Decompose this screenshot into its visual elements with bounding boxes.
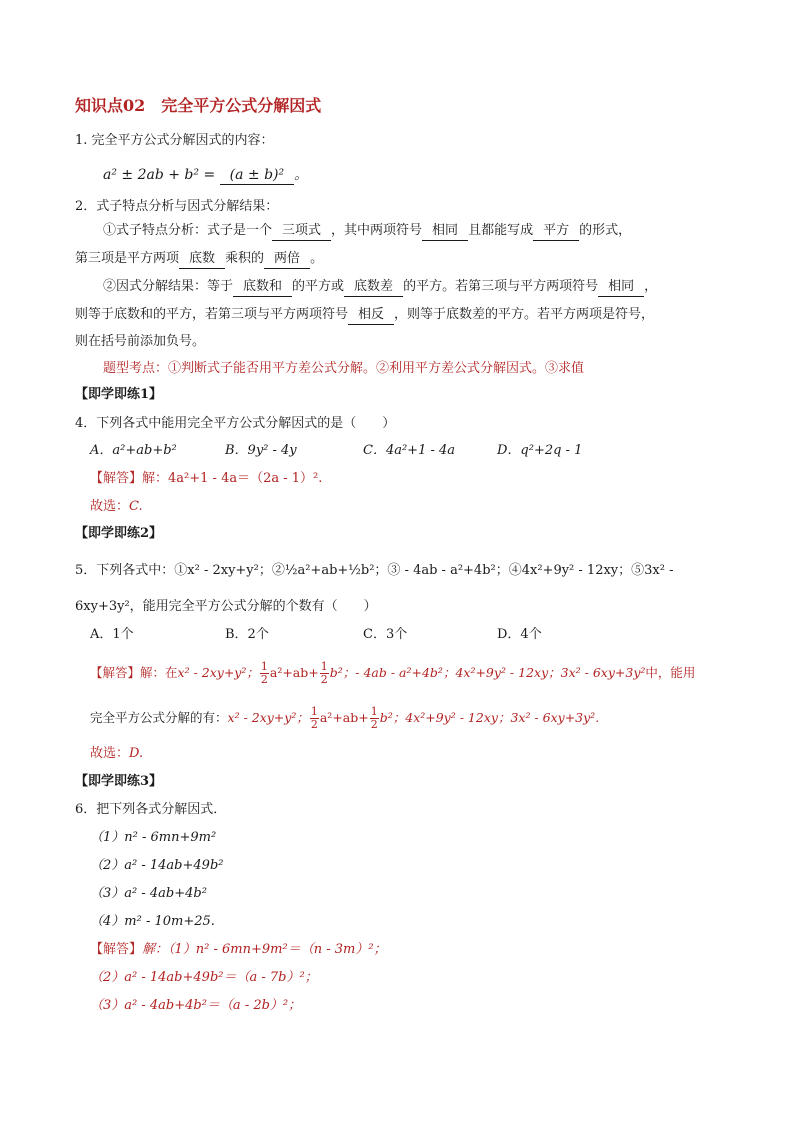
blank: 平方 [533,222,579,241]
section-title: 知识点02 完全平方公式分解因式 [75,96,322,115]
ex1-option-b: B．9y² - 4y [225,443,297,458]
ex1-option-c: C．4a²+1 - 4a [363,443,456,458]
text: 解：在 [140,665,178,680]
expr: x² - 2xy+y²； [177,665,259,680]
ex3-answer-line3: （3）a² - 4ab+4b²＝（a - 2b）²； [90,998,302,1013]
text: ，其中两项符号 [331,223,423,238]
text: 。 [310,251,324,266]
ex3-item-1: （1）n² - 6mn+9m² [90,830,217,845]
p2-a-line2 [75,250,323,269]
expr: a²+ab+ [319,710,369,725]
ex2-option-b: B．2个 [225,627,269,642]
text: ， [644,279,658,294]
text: ①式子特点分析：式子是一个 [103,223,273,238]
text: 的平方。若第三项与平方两项符号 [403,279,599,294]
expr: b²；4x²+9y² - 12xy；3x² - 6xy+3y². [379,710,600,725]
ex2-answer-line2 [90,706,599,731]
ex3-answer-line2: （2）a² - 14ab+49b²＝（a - 7b）²； [90,970,318,985]
ex1-option-d: D．q²+2q - 1 [497,443,583,458]
ex2-option-d: D．4个 [497,627,542,642]
text: 乘积的 [225,251,265,266]
ex3-item-2: （2）a² - 14ab+49b² [90,858,224,873]
frac-den: 2 [310,718,318,731]
blank: 底数差 [344,278,403,297]
text: 中，能用 [645,665,696,680]
choose-value: D. [129,746,144,761]
frac-den: 2 [370,718,378,731]
fraction-half [260,661,269,686]
frac-num: 1 [370,705,378,718]
text: 的平方或 [292,279,345,294]
text: 完全平方公式分解的有： [90,710,228,725]
p2-a-line1 [103,222,631,241]
ex2-question-line2: 6xy+3y²，能用完全平方公式分解的个数有（ ） [75,599,377,614]
frac-den: 2 [260,673,268,686]
choose-label: 故选： [90,499,130,514]
text: 的形式， [579,223,632,238]
ex1-option-a: A．a²+ab+b² [90,443,177,458]
ex2-option-a: A．1个 [90,627,134,642]
blank: 三项式 [272,222,331,241]
ex2-answer-line1 [90,661,695,686]
text: ，则等于底数差的平方。若平方两项是符号， [394,307,655,322]
ex2-choose [90,745,143,763]
blank: 相同 [422,222,468,241]
blank: 相同 [598,278,644,297]
ex1-header: 【即学即练1】 [75,387,163,402]
blank: 底数 [179,250,225,269]
ex1-choose [90,498,143,516]
tips-text: 题型考点：①判断式子能否用平方差公式分解。②利用平方差公式分解因式。③求值 [103,361,585,376]
choose-label: 故选： [90,746,130,761]
text: 则等于底数和的平方，若第三项与平方两项符号 [75,307,349,322]
formula-lhs: a² ± 2ab + b² = [103,167,220,183]
ex1-answer [90,470,322,488]
expr: b²；- 4ab - a²+4b²；4x²+9y² - 12xy；3x² - 6xy+3y² [329,665,646,680]
p2-label: 2．式子特点分析与因式分解结果： [75,199,279,214]
expr: x² - 2xy+y²； [227,710,309,725]
p2-b-line1 [103,278,657,297]
answer-tag: 【解答】 [90,942,143,957]
fraction-half [370,706,379,731]
formula-end: 。 [294,167,309,183]
expr: a²+ab+ [269,665,319,680]
choose-value: C. [129,499,143,514]
ex3-item-4: （4）m² - 10m+25. [90,914,215,929]
ex3-question: 6．把下列各式分解因式． [75,802,227,817]
ex3-answer-line1 [90,941,387,959]
text: 第三项是平方两项 [75,251,180,266]
ex2-question-line1: 5．下列各式中：①x² - 2xy+y²；②½a²+ab+½b²；③ - 4ab - a²+4b²；④4x²+9y² - 12xy；⑤3x² - [75,563,674,578]
answer-tag: 【解答】 [90,665,141,680]
text: ②因式分解结果：等于 [103,279,234,294]
answer-tag: 【解答】 [90,471,143,486]
frac-num: 1 [320,660,328,673]
text: 且都能写成 [468,223,534,238]
blank: 底数和 [233,278,292,297]
frac-num: 1 [260,660,268,673]
p1-label: 1. 完全平方公式分解因式的内容： [75,133,274,148]
blank: 相反 [348,306,394,325]
ex2-option-c: C．3个 [363,627,408,642]
ex1-question: 4．下列各式中能用完全平方公式分解因式的是（ ） [75,416,396,431]
ex2-header: 【即学即练2】 [75,526,163,541]
p2-b-line2 [75,306,654,325]
p2-b-line3: 则在括号前添加负号。 [75,334,206,349]
ex3-item-3: （3）a² - 4ab+4b² [90,886,207,901]
answer-text: 解：4a²+1 - 4a＝（2a - 1）². [142,471,323,486]
fraction-half [320,661,329,686]
blank: 两倍 [264,250,310,269]
fraction-half [310,706,319,731]
frac-den: 2 [320,673,328,686]
p1-formula [103,166,308,185]
answer-text: 解：（1）n² - 6mn+9m²＝（n - 3m）²； [142,942,387,957]
formula-rhs: (a ± b)² [220,166,294,185]
ex3-header: 【即学即练3】 [75,774,163,789]
frac-num: 1 [310,705,318,718]
